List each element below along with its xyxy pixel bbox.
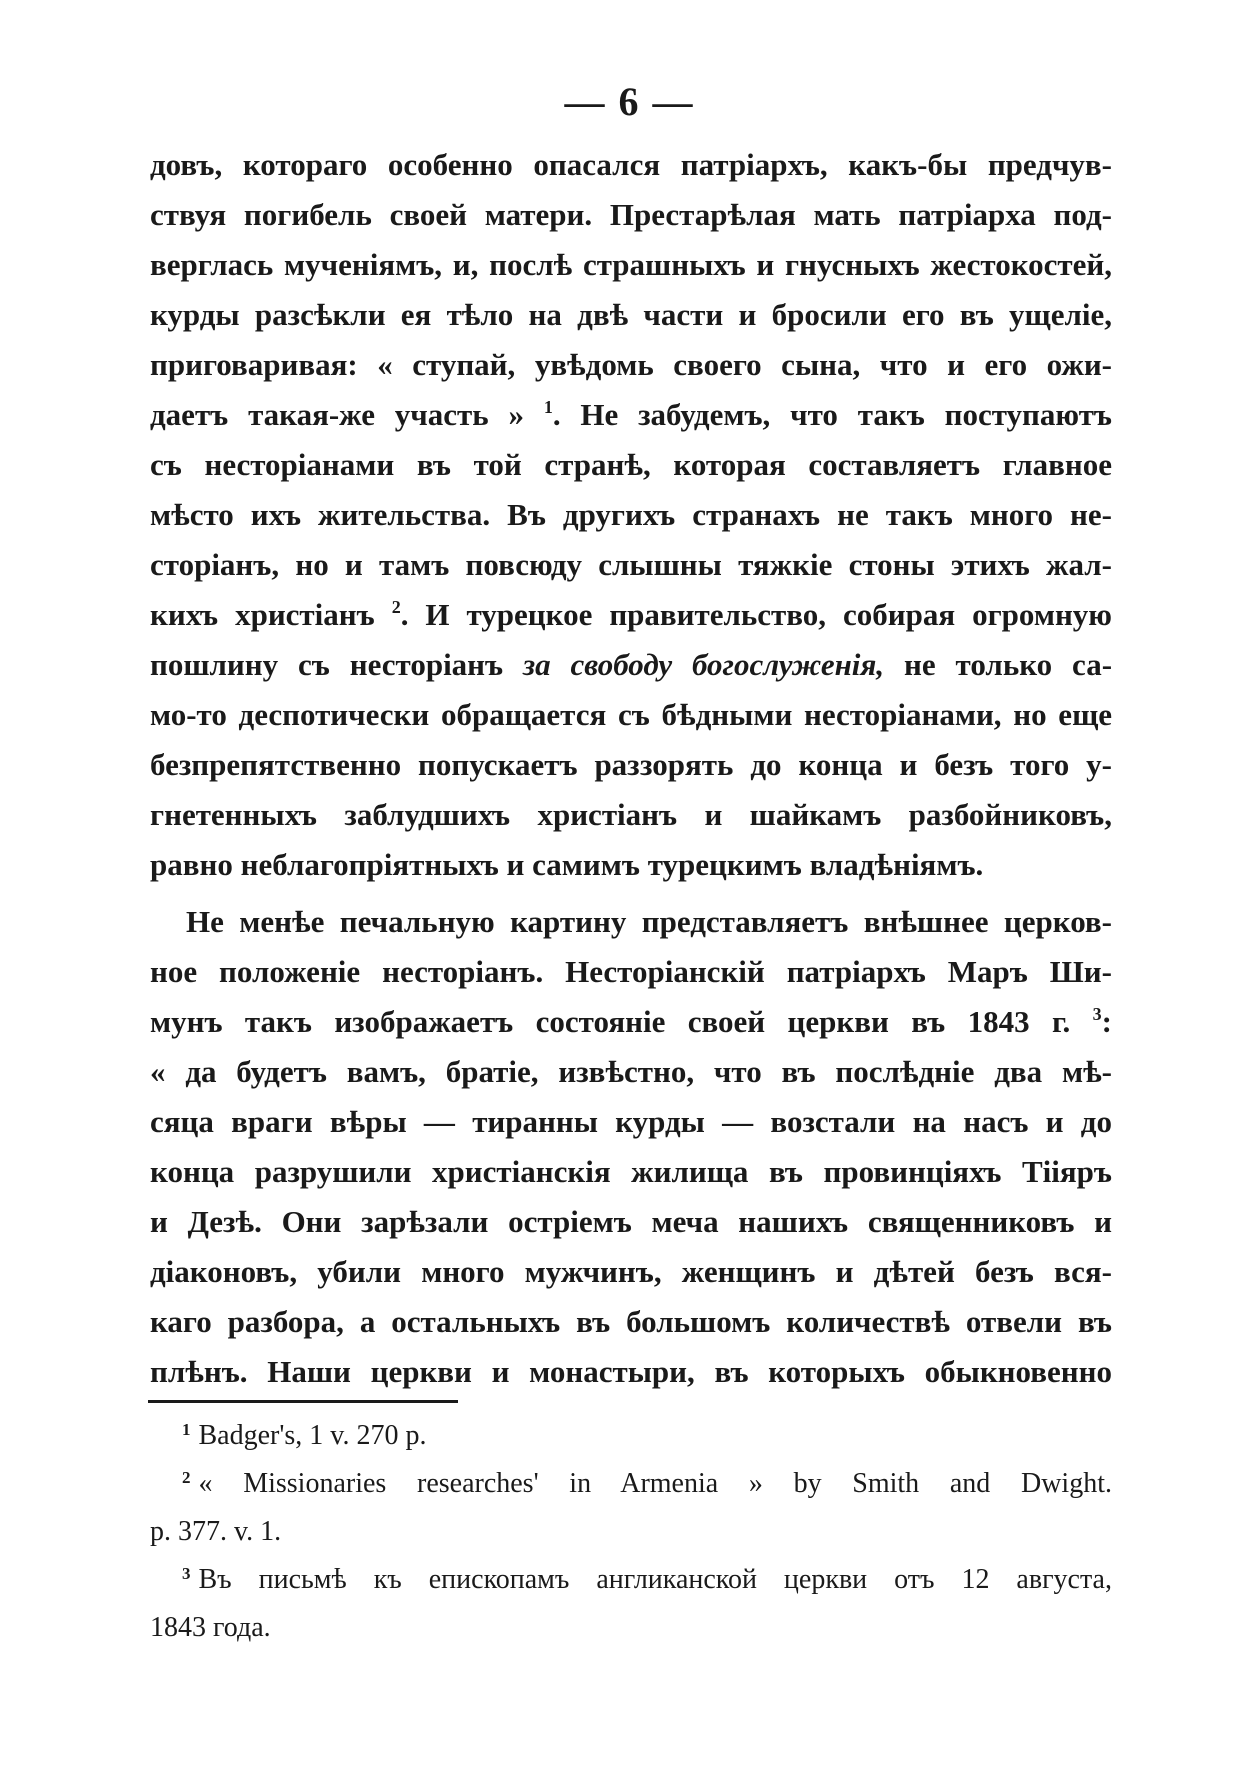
text-line: гнетенныхъ заблудшихъ христіанъ и шайкамъ разбойниковъ, <box>150 797 1112 832</box>
text-segment: . Не забудемъ, что такъ поступаютъ <box>552 397 1112 432</box>
text-line: равно неблагопріятныхъ и самимъ турецкимъ владѣніямъ. <box>150 847 984 882</box>
text-line: верглась мученіямъ, и, послѣ страшныхъ и гнусныхъ жестокостей, <box>150 247 1112 282</box>
text-line: мѣсто ихъ жительства. Въ другихъ странахъ не такъ много не- <box>150 497 1112 532</box>
text-line: приговаривая: « ступай, увѣдомь своего сына, что и его ожи- <box>150 347 1112 382</box>
text-segment: не только са- <box>904 647 1112 682</box>
footnote-mark: 3 <box>182 1564 191 1583</box>
footnote-text: « Missionaries researches' in Armenia » by Smith and Dwight. <box>198 1468 1112 1499</box>
text-segment: мунъ такъ изображаетъ состояніе своей церкви въ 1843 г. <box>150 1004 1071 1039</box>
text-line: діаконовъ, убили много мужчинъ, женщинъ и дѣтей безъ вся- <box>150 1254 1112 1289</box>
footnote-line: 1843 года. <box>150 1612 271 1643</box>
text-line: ствуя погибель своей матери. Престарѣлая мать патріарха под- <box>150 197 1112 232</box>
footnote-ref-1[interactable]: 1 <box>543 397 553 417</box>
page-number: — 6 — <box>564 79 695 124</box>
paragraph-2 <box>150 897 1112 1397</box>
text-line: сторіанъ, но и тамъ повсюду слышны тяжкіе стоны этихъ жал- <box>150 547 1112 582</box>
text-line: сяца враги вѣры — тиранны курды — возстали на насъ и до <box>150 1104 1112 1139</box>
main-text <box>150 140 1112 1397</box>
footnote-mark: 1 <box>182 1420 191 1439</box>
text-segment: даетъ такая-же участь » <box>150 397 524 432</box>
text-line: ное положеніе несторіанъ. Несторіанскій патріархъ Маръ Ши- <box>150 954 1112 989</box>
text-segment: : <box>1101 1004 1112 1039</box>
footnote-line <box>150 1412 1112 1460</box>
footnote-line: p. 377. v. 1. <box>150 1516 282 1547</box>
footnote-ref-3[interactable]: 3 <box>1092 1004 1102 1024</box>
footnote-divider <box>148 1400 458 1403</box>
text-line: конца разрушили христіанскія жилища въ провинціяхъ Тіiяръ <box>150 1154 1112 1189</box>
footnote-line <box>150 1556 1112 1604</box>
text-segment: пошлину съ несторіанъ <box>150 647 504 682</box>
text-segment: . И турецкое правительство, собирая огромную <box>400 597 1112 632</box>
text-line: безпрепятственно попускаетъ раззорять до конца и безъ того у- <box>150 747 1112 782</box>
footnote-1 <box>150 1412 1112 1460</box>
text-line: каго разбора, а остальныхъ въ большомъ количествѣ отвели въ <box>150 1304 1112 1339</box>
footnote-ref-2[interactable]: 2 <box>391 597 401 617</box>
text-line <box>150 640 1112 690</box>
text-line <box>150 390 1112 440</box>
footnote-text: Въ письмѣ къ епископамъ англиканской церкви отъ 12 августа, <box>198 1564 1112 1595</box>
text-line: « да будетъ вамъ, братіе, извѣстно, что въ послѣдніе два мѣ- <box>150 1054 1112 1089</box>
paragraph-1 <box>150 140 1112 890</box>
text-line <box>150 997 1112 1047</box>
footnote-2 <box>150 1460 1112 1556</box>
text-line: курды разсѣкли ея тѣло на двѣ части и бросили его въ ущеліе, <box>150 297 1112 332</box>
text-line: Не менѣе печальную картину представляетъ внѣшнее церков- <box>186 904 1112 939</box>
footnote-text: Badger's, 1 v. 270 p. <box>198 1420 427 1451</box>
footnote-line <box>150 1460 1112 1508</box>
text-line: съ несторіанами въ той странѣ, которая составляетъ главное <box>150 447 1112 482</box>
text-line <box>150 590 1112 640</box>
text-line: довъ, котораго особенно опасался патріархъ, какъ-бы предчув- <box>150 147 1112 182</box>
footnote-3 <box>150 1556 1112 1652</box>
text-segment: кихъ христіанъ <box>150 597 375 632</box>
italic-phrase: за свободу богослуженія, <box>523 647 885 682</box>
text-line: мо-то деспотически обращается съ бѣдными несторіанами, но еще <box>150 697 1112 732</box>
text-line: плѣнъ. Наши церкви и монастыри, въ которыхъ обыкновенно <box>150 1354 1112 1389</box>
text-line: и Дезѣ. Они зарѣзали остріемъ меча нашихъ священниковъ и <box>150 1204 1112 1239</box>
footnotes <box>150 1412 1112 1652</box>
footnote-mark: 2 <box>182 1468 191 1487</box>
